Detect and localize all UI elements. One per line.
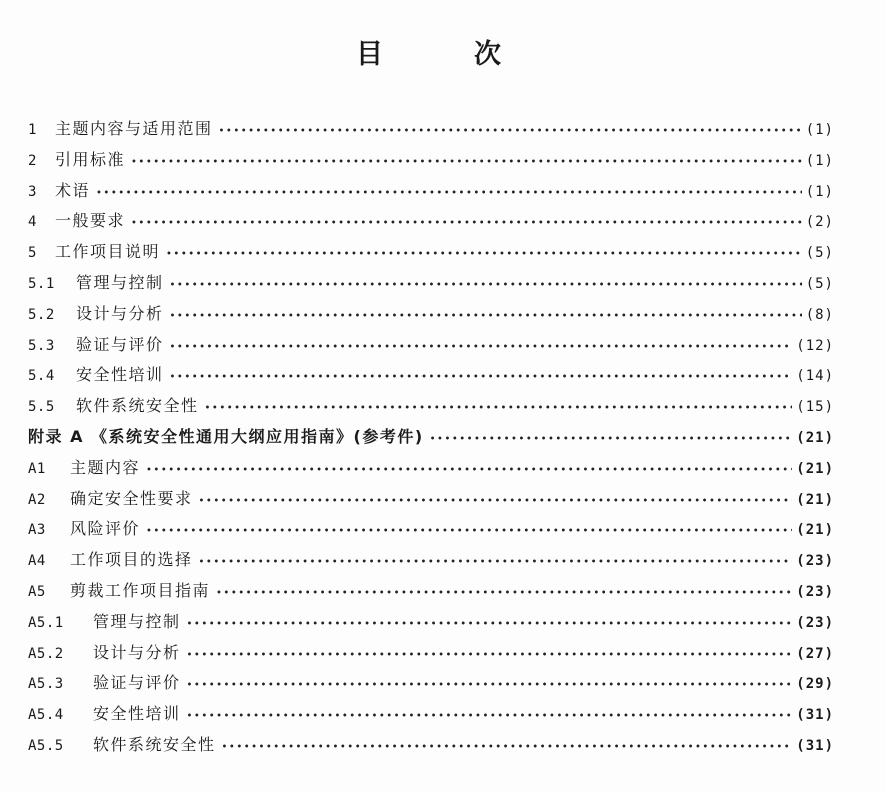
toc-entry bbox=[28, 453, 834, 484]
toc-leader-dots bbox=[199, 487, 793, 518]
toc-entry-page: (5) bbox=[805, 275, 834, 292]
toc-entry-label: 附录 A 《系统安全性通用大纲应用指南》(参考件) bbox=[28, 426, 424, 446]
toc-entry-page: (2) bbox=[805, 214, 834, 231]
toc-entry-appendix bbox=[28, 422, 834, 453]
toc-entry-label: 管理与控制 bbox=[76, 272, 164, 292]
toc-entry-page: (23) bbox=[796, 583, 834, 600]
toc-entry-number: 5.3 bbox=[28, 337, 55, 354]
toc-entry-page: (21) bbox=[796, 460, 834, 477]
toc-entry-page: (23) bbox=[796, 614, 834, 631]
toc-entry-number: 1 bbox=[28, 122, 37, 138]
toc-leader-dots bbox=[146, 517, 792, 548]
toc-entry-label: 设计与分析 bbox=[93, 642, 181, 662]
toc-entry-number: 5.5 bbox=[28, 399, 55, 416]
toc-entry-number: 5.1 bbox=[28, 275, 55, 292]
toc-entry-number: A5.3 bbox=[28, 676, 64, 693]
toc-entry-number: 2 bbox=[28, 152, 37, 169]
toc-leader-dots bbox=[187, 610, 793, 641]
toc-leader-dots bbox=[222, 733, 793, 764]
toc-entry-page: (1) bbox=[805, 122, 834, 138]
toc-entry-number: 5 bbox=[28, 245, 37, 262]
toc-entry-label: 管理与控制 bbox=[93, 611, 181, 631]
toc-leader-dots bbox=[187, 671, 793, 702]
toc-entry-label: 一般要求 bbox=[55, 211, 126, 231]
toc-leader-dots bbox=[216, 579, 792, 610]
toc-leader-dots bbox=[205, 394, 793, 425]
toc-leader-dots bbox=[430, 425, 793, 456]
title-char-1: 目 bbox=[356, 39, 383, 70]
toc-entry-label: 剪裁工作项目指南 bbox=[70, 580, 211, 600]
toc-entry-label: 确定安全性要求 bbox=[70, 488, 193, 508]
toc-entry-number: A5 bbox=[28, 583, 46, 600]
toc-leader-dots bbox=[187, 702, 793, 733]
toc-entry-label: 安全性培训 bbox=[76, 365, 164, 385]
toc-entry-label: 验证与评价 bbox=[93, 673, 181, 693]
toc-entry-number: A5.4 bbox=[28, 707, 64, 724]
toc-entry-number: A5.2 bbox=[28, 645, 64, 662]
toc-leader-dots bbox=[219, 117, 802, 148]
toc-entry-page: (14) bbox=[796, 368, 834, 385]
toc-leader-dots bbox=[96, 179, 802, 210]
toc-entry bbox=[28, 545, 834, 576]
toc-entry bbox=[28, 299, 834, 330]
toc-leader-dots bbox=[146, 456, 792, 487]
toc-entry-label: 术语 bbox=[55, 180, 91, 200]
toc-leader-dots bbox=[170, 271, 802, 302]
toc-entry-label: 工作项目说明 bbox=[55, 242, 161, 262]
toc-entry bbox=[28, 145, 834, 176]
toc-entry-number: 3 bbox=[28, 183, 37, 200]
toc-leader-dots bbox=[170, 302, 802, 333]
toc-entry-page: (21) bbox=[796, 491, 834, 508]
toc-entry-label: 软件系统安全性 bbox=[76, 396, 199, 416]
toc-entry bbox=[28, 607, 834, 638]
toc-entry bbox=[28, 576, 834, 607]
toc-entry-number: 5.2 bbox=[28, 306, 55, 323]
toc-leader-dots bbox=[166, 240, 802, 271]
toc-entry-number: A1 bbox=[28, 460, 46, 477]
toc-entry-page: (23) bbox=[796, 553, 834, 570]
toc-leader-dots bbox=[170, 363, 793, 394]
toc-entry bbox=[28, 176, 834, 207]
toc-entry-page: (1) bbox=[805, 183, 834, 200]
toc-entry bbox=[28, 391, 834, 422]
toc-entry-number: A2 bbox=[28, 491, 46, 508]
toc-entry bbox=[28, 360, 834, 391]
toc-entry-page: (12) bbox=[796, 337, 834, 354]
toc-entry bbox=[28, 668, 834, 699]
toc-entry-label: 安全性培训 bbox=[93, 704, 181, 724]
toc-entry-label: 验证与评价 bbox=[76, 334, 164, 354]
toc-entry-number: A5.5 bbox=[28, 737, 64, 754]
toc-entry-page: (27) bbox=[796, 645, 834, 662]
toc-entry bbox=[28, 699, 834, 730]
toc-entry-number: 5.4 bbox=[28, 368, 55, 385]
title-char-2: 次 bbox=[474, 39, 501, 70]
toc-entry-page: (31) bbox=[796, 737, 834, 754]
toc-entry bbox=[28, 237, 834, 268]
toc-entry bbox=[28, 484, 834, 515]
toc-entry-label: 设计与分析 bbox=[76, 303, 164, 323]
toc-entry-page: (21) bbox=[796, 429, 834, 446]
toc-entry-page: (15) bbox=[796, 399, 834, 416]
toc-entry-page: (5) bbox=[805, 245, 834, 262]
toc-entry bbox=[28, 206, 834, 237]
toc-entry-label: 软件系统安全性 bbox=[93, 734, 216, 754]
toc-entry bbox=[28, 730, 834, 761]
toc-entry-page: (31) bbox=[796, 707, 834, 724]
toc-entry bbox=[28, 114, 834, 145]
toc-entry-page: (21) bbox=[796, 522, 834, 539]
table-of-contents bbox=[28, 114, 834, 761]
toc-leader-dots bbox=[170, 333, 793, 364]
toc-leader-dots bbox=[199, 548, 793, 579]
toc-entry bbox=[28, 268, 834, 299]
toc-entry-number: A4 bbox=[28, 553, 46, 570]
toc-leader-dots bbox=[131, 148, 802, 179]
toc-entry-page: (1) bbox=[805, 152, 834, 169]
toc-entry-label: 工作项目的选择 bbox=[70, 550, 193, 570]
toc-entry-page: (29) bbox=[796, 676, 834, 693]
toc-entry-number: 4 bbox=[28, 214, 37, 231]
toc-entry-label: 主题内容与适用范围 bbox=[55, 119, 213, 138]
toc-entry-number: A5.1 bbox=[28, 614, 64, 631]
toc-entry-label: 风险评价 bbox=[70, 519, 141, 539]
toc-entry bbox=[28, 638, 834, 669]
toc-leader-dots bbox=[187, 641, 793, 672]
toc-entry-page: (8) bbox=[805, 306, 834, 323]
toc-entry bbox=[28, 330, 834, 361]
toc-entry bbox=[28, 514, 834, 545]
toc-entry-label: 主题内容 bbox=[70, 457, 141, 477]
toc-entry-label: 引用标准 bbox=[55, 149, 126, 169]
toc-entry-number: A3 bbox=[28, 522, 46, 539]
toc-leader-dots bbox=[131, 209, 802, 240]
